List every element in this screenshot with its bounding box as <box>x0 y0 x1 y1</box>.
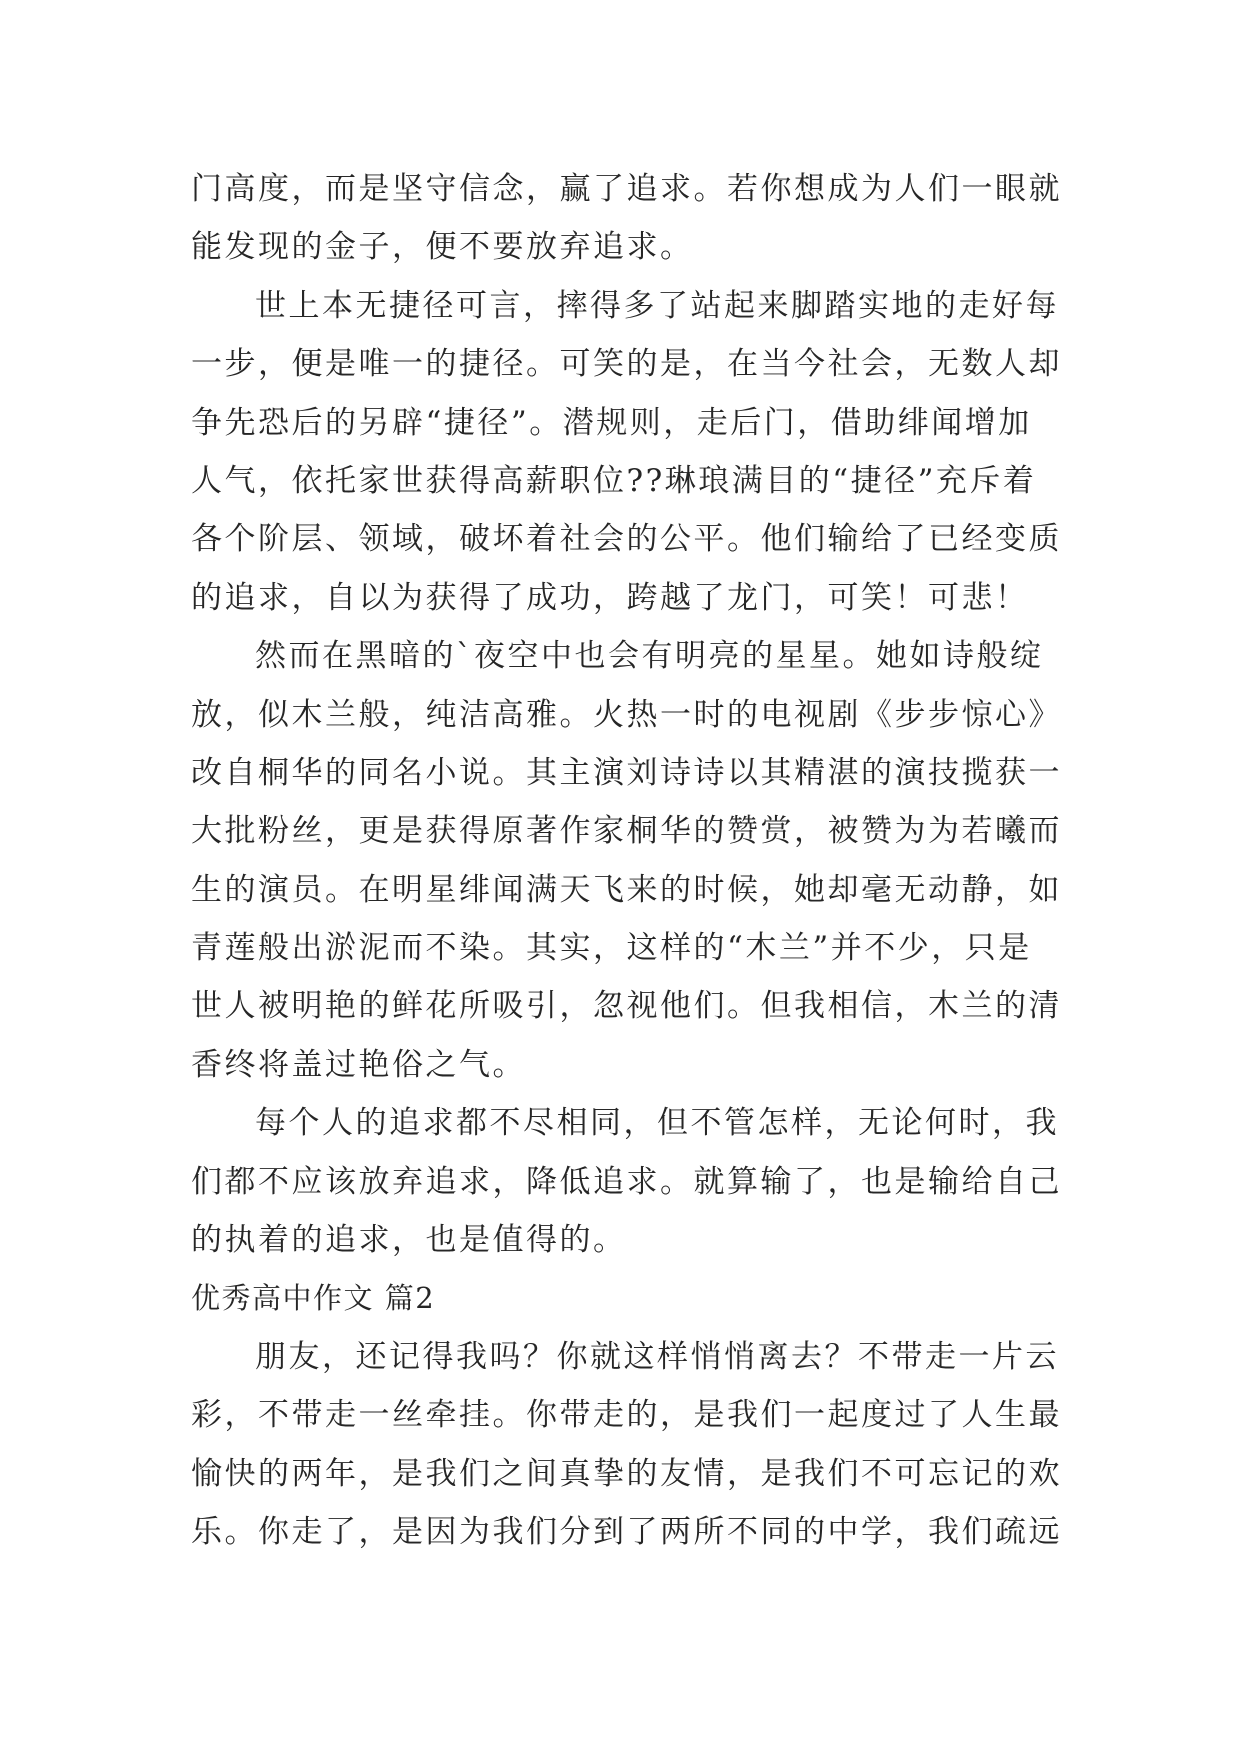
paragraph-start-line: 世上本无捷径可言，摔得多了站起来脚踏实地的走好每 <box>255 287 1059 324</box>
paragraph-start-line: 然而在黑暗的`夜空中也会有明亮的星星。她如诗般绽 <box>255 638 1044 675</box>
section-heading: 优秀高中作文 篇2 <box>191 1281 436 1316</box>
text-line: 们都不应该放弃追求，降低追求。就算输了，也是输给自己 <box>191 1163 1062 1200</box>
text-line: 改自桐华的同名小说。其主演刘诗诗以其精湛的演技揽获一 <box>191 754 1062 791</box>
text-line: 彩，不带走一丝牵挂。你带走的，是我们一起度过了人生最 <box>191 1397 1062 1434</box>
text-line: 生的演员。在明星绯闻满天飞来的时候，她却毫无动静，如 <box>191 871 1062 908</box>
text-line: 各个阶层、领域，破坏着社会的公平。他们输给了已经变质 <box>191 521 1062 558</box>
text-line: 放，似木兰般，纯洁高雅。火热一时的电视剧《步步惊心》 <box>191 696 1062 733</box>
text-line: 青莲般出淤泥而不染。其实，这样的“木兰”并不少，只是 <box>191 930 1032 967</box>
paragraph-start-line: 每个人的追求都不尽相同，但不管怎样，无论何时，我 <box>255 1105 1059 1142</box>
text-line: 世人被明艳的鲜花所吸引，忽视他们。但我相信，木兰的清 <box>191 988 1062 1025</box>
text-line: 人气，依托家世获得高薪职位??琳琅满目的“捷径”充斥着 <box>191 462 1037 499</box>
text-line: 乐。你走了，是因为我们分到了两所不同的中学，我们疏远 <box>191 1513 1062 1550</box>
text-line: 愉快的两年，是我们之间真挚的友情，是我们不可忘记的欢 <box>191 1455 1062 1492</box>
text-line: 争先恐后的另辟“捷径”。潜规则，走后门，借助绯闻增加 <box>191 404 1032 441</box>
text-line: 能发现的金子，便不要放弃追求。 <box>191 229 694 266</box>
essay-text <box>191 160 1062 1561</box>
text-line: 香终将盖过艳俗之气。 <box>191 1046 526 1083</box>
text-line: 的追求，自以为获得了成功，跨越了龙门，可笑！可悲！ <box>191 579 1029 616</box>
text-line: 一步，便是唯一的捷径。可笑的是，在当今社会，无数人却 <box>191 346 1062 383</box>
text-line: 的执着的追求，也是值得的。 <box>191 1222 627 1259</box>
text-line: 大批粉丝，更是获得原著作家桐华的赞赏，被赞为为若曦而 <box>191 813 1062 850</box>
text-line: 门高度，而是坚守信念，赢了追求。若你想成为人们一眼就 <box>191 171 1062 207</box>
paragraph-start-line: 朋友，还记得我吗？你就这样悄悄离去？不带走一片云 <box>255 1338 1059 1375</box>
